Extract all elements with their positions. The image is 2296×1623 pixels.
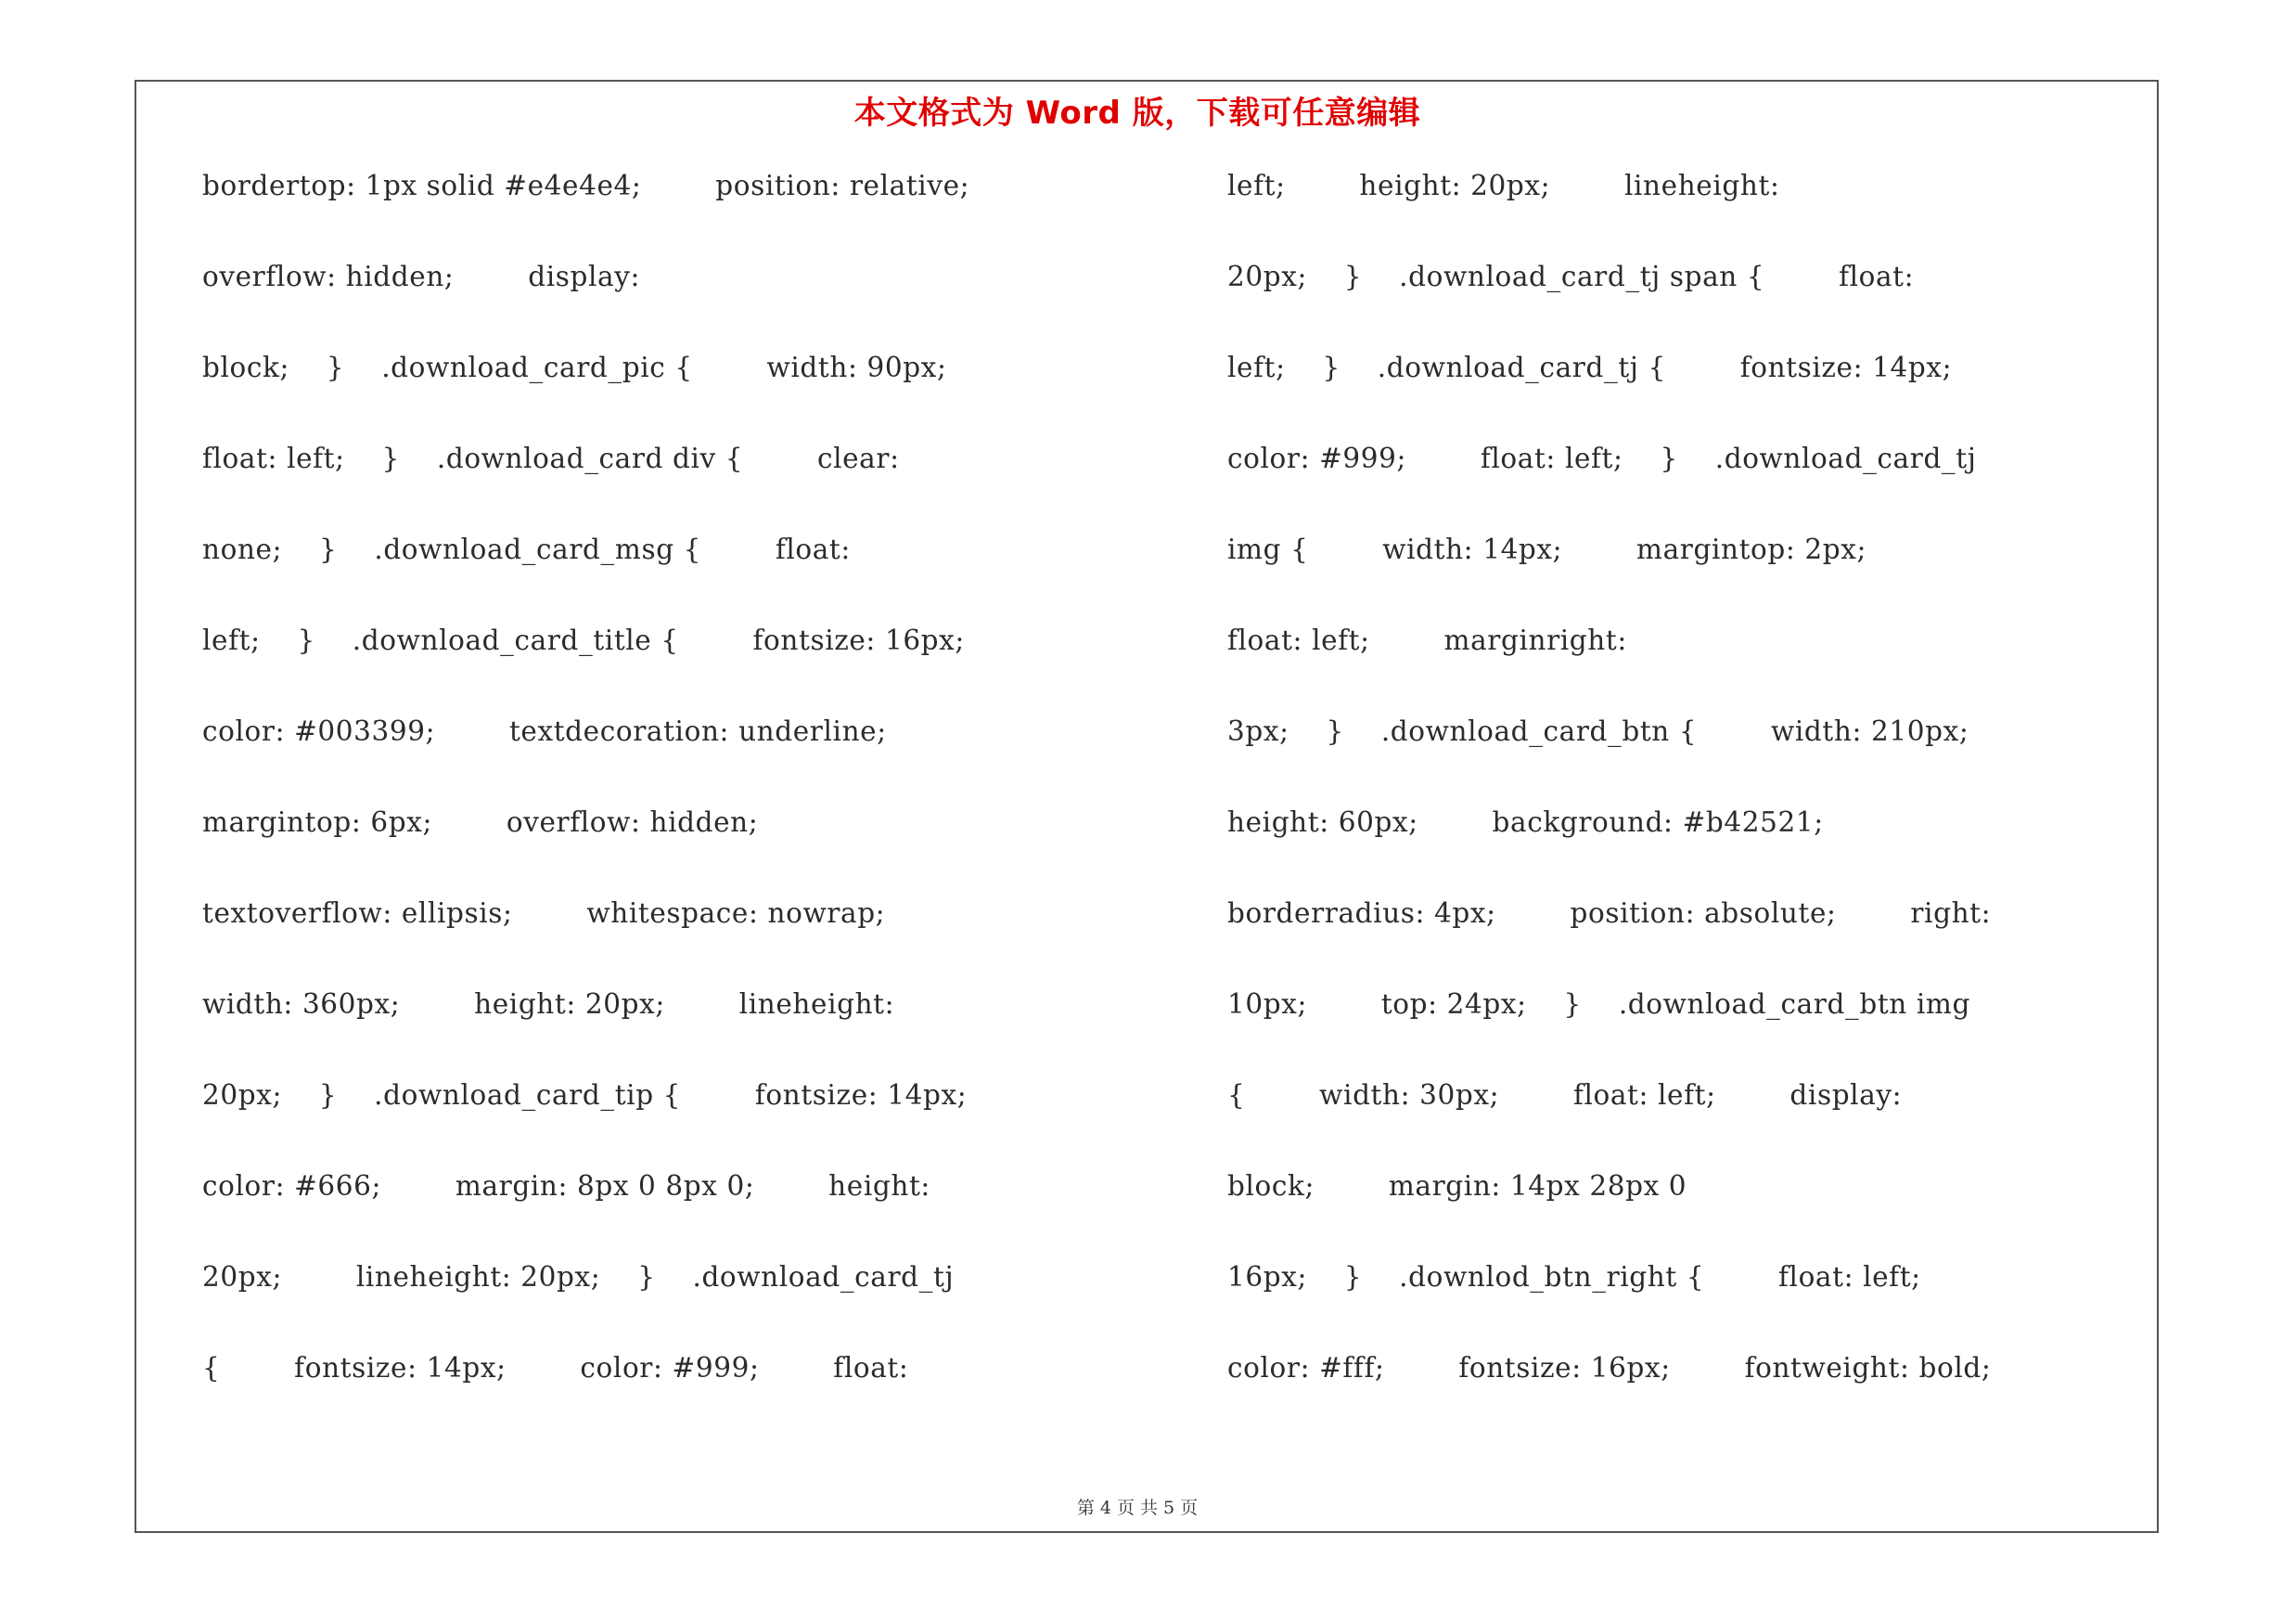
text-line: bordertop: 1px solid #e4e4e4; position: relative; [202, 170, 970, 201]
text-line: margintop: 6px; overflow: hidden; [202, 806, 759, 838]
text-line: 16px; } .downlod_btn_right { float: left; [1227, 1261, 1921, 1293]
page-indicator: 第 4 页 共 5 页 [1076, 1498, 1199, 1518]
text-line: float: left; marginright: [1227, 625, 1627, 656]
text-line: color: #999; float: left; } .download_card_tj [1227, 443, 1977, 474]
text-line: left; } .download_card_title { fontsize: 16px; [202, 625, 965, 656]
text-line: none; } .download_card_msg { float: [202, 534, 851, 565]
text-line: block; margin: 14px 28px 0 [1227, 1170, 1687, 1202]
text-line: 20px; } .download_card_tj span { float: [1227, 261, 1915, 292]
text-line: 20px; lineheight: 20px; } .download_card_tj [202, 1261, 955, 1293]
text-line: float: left; } .download_card div { clear: [202, 443, 900, 474]
text-line: borderradius: 4px; position: absolute; right: [1227, 897, 1992, 929]
text-line: 20px; } .download_card_tip { fontsize: 14px; [202, 1079, 968, 1111]
text-line: overflow: hidden; display: [202, 261, 641, 292]
text-line: color: #003399; textdecoration: underline; [202, 715, 887, 747]
text-line: textoverflow: ellipsis; whitespace: nowrap; [202, 897, 886, 929]
text-line: 3px; } .download_card_btn { width: 210px; [1227, 715, 1969, 747]
text-line: height: 60px; background: #b42521; [1227, 806, 1824, 838]
text-line: color: #fff; fontsize: 16px; fontweight: bold; [1227, 1352, 1992, 1384]
text-line: { fontsize: 14px; color: #999; float: [202, 1352, 909, 1384]
text-line: left; height: 20px; lineheight: [1227, 170, 1780, 201]
text-line: { width: 30px; float: left; display: [1227, 1079, 1903, 1111]
text-line: block; } .download_card_pic { width: 90px; [202, 352, 947, 383]
text-line: color: #666; margin: 8px 0 8px 0; height: [202, 1170, 930, 1202]
text-line: left; } .download_card_tj { fontsize: 14px; [1227, 352, 1953, 383]
text-line: 10px; top: 24px; } .download_card_btn img [1227, 988, 1970, 1020]
text-line: width: 360px; height: 20px; lineheight: [202, 988, 895, 1020]
word-format-banner: 本文格式为 Word 版，下载可任意编辑 [853, 95, 1421, 132]
text-line: img { width: 14px; margintop: 2px; [1227, 534, 1867, 565]
